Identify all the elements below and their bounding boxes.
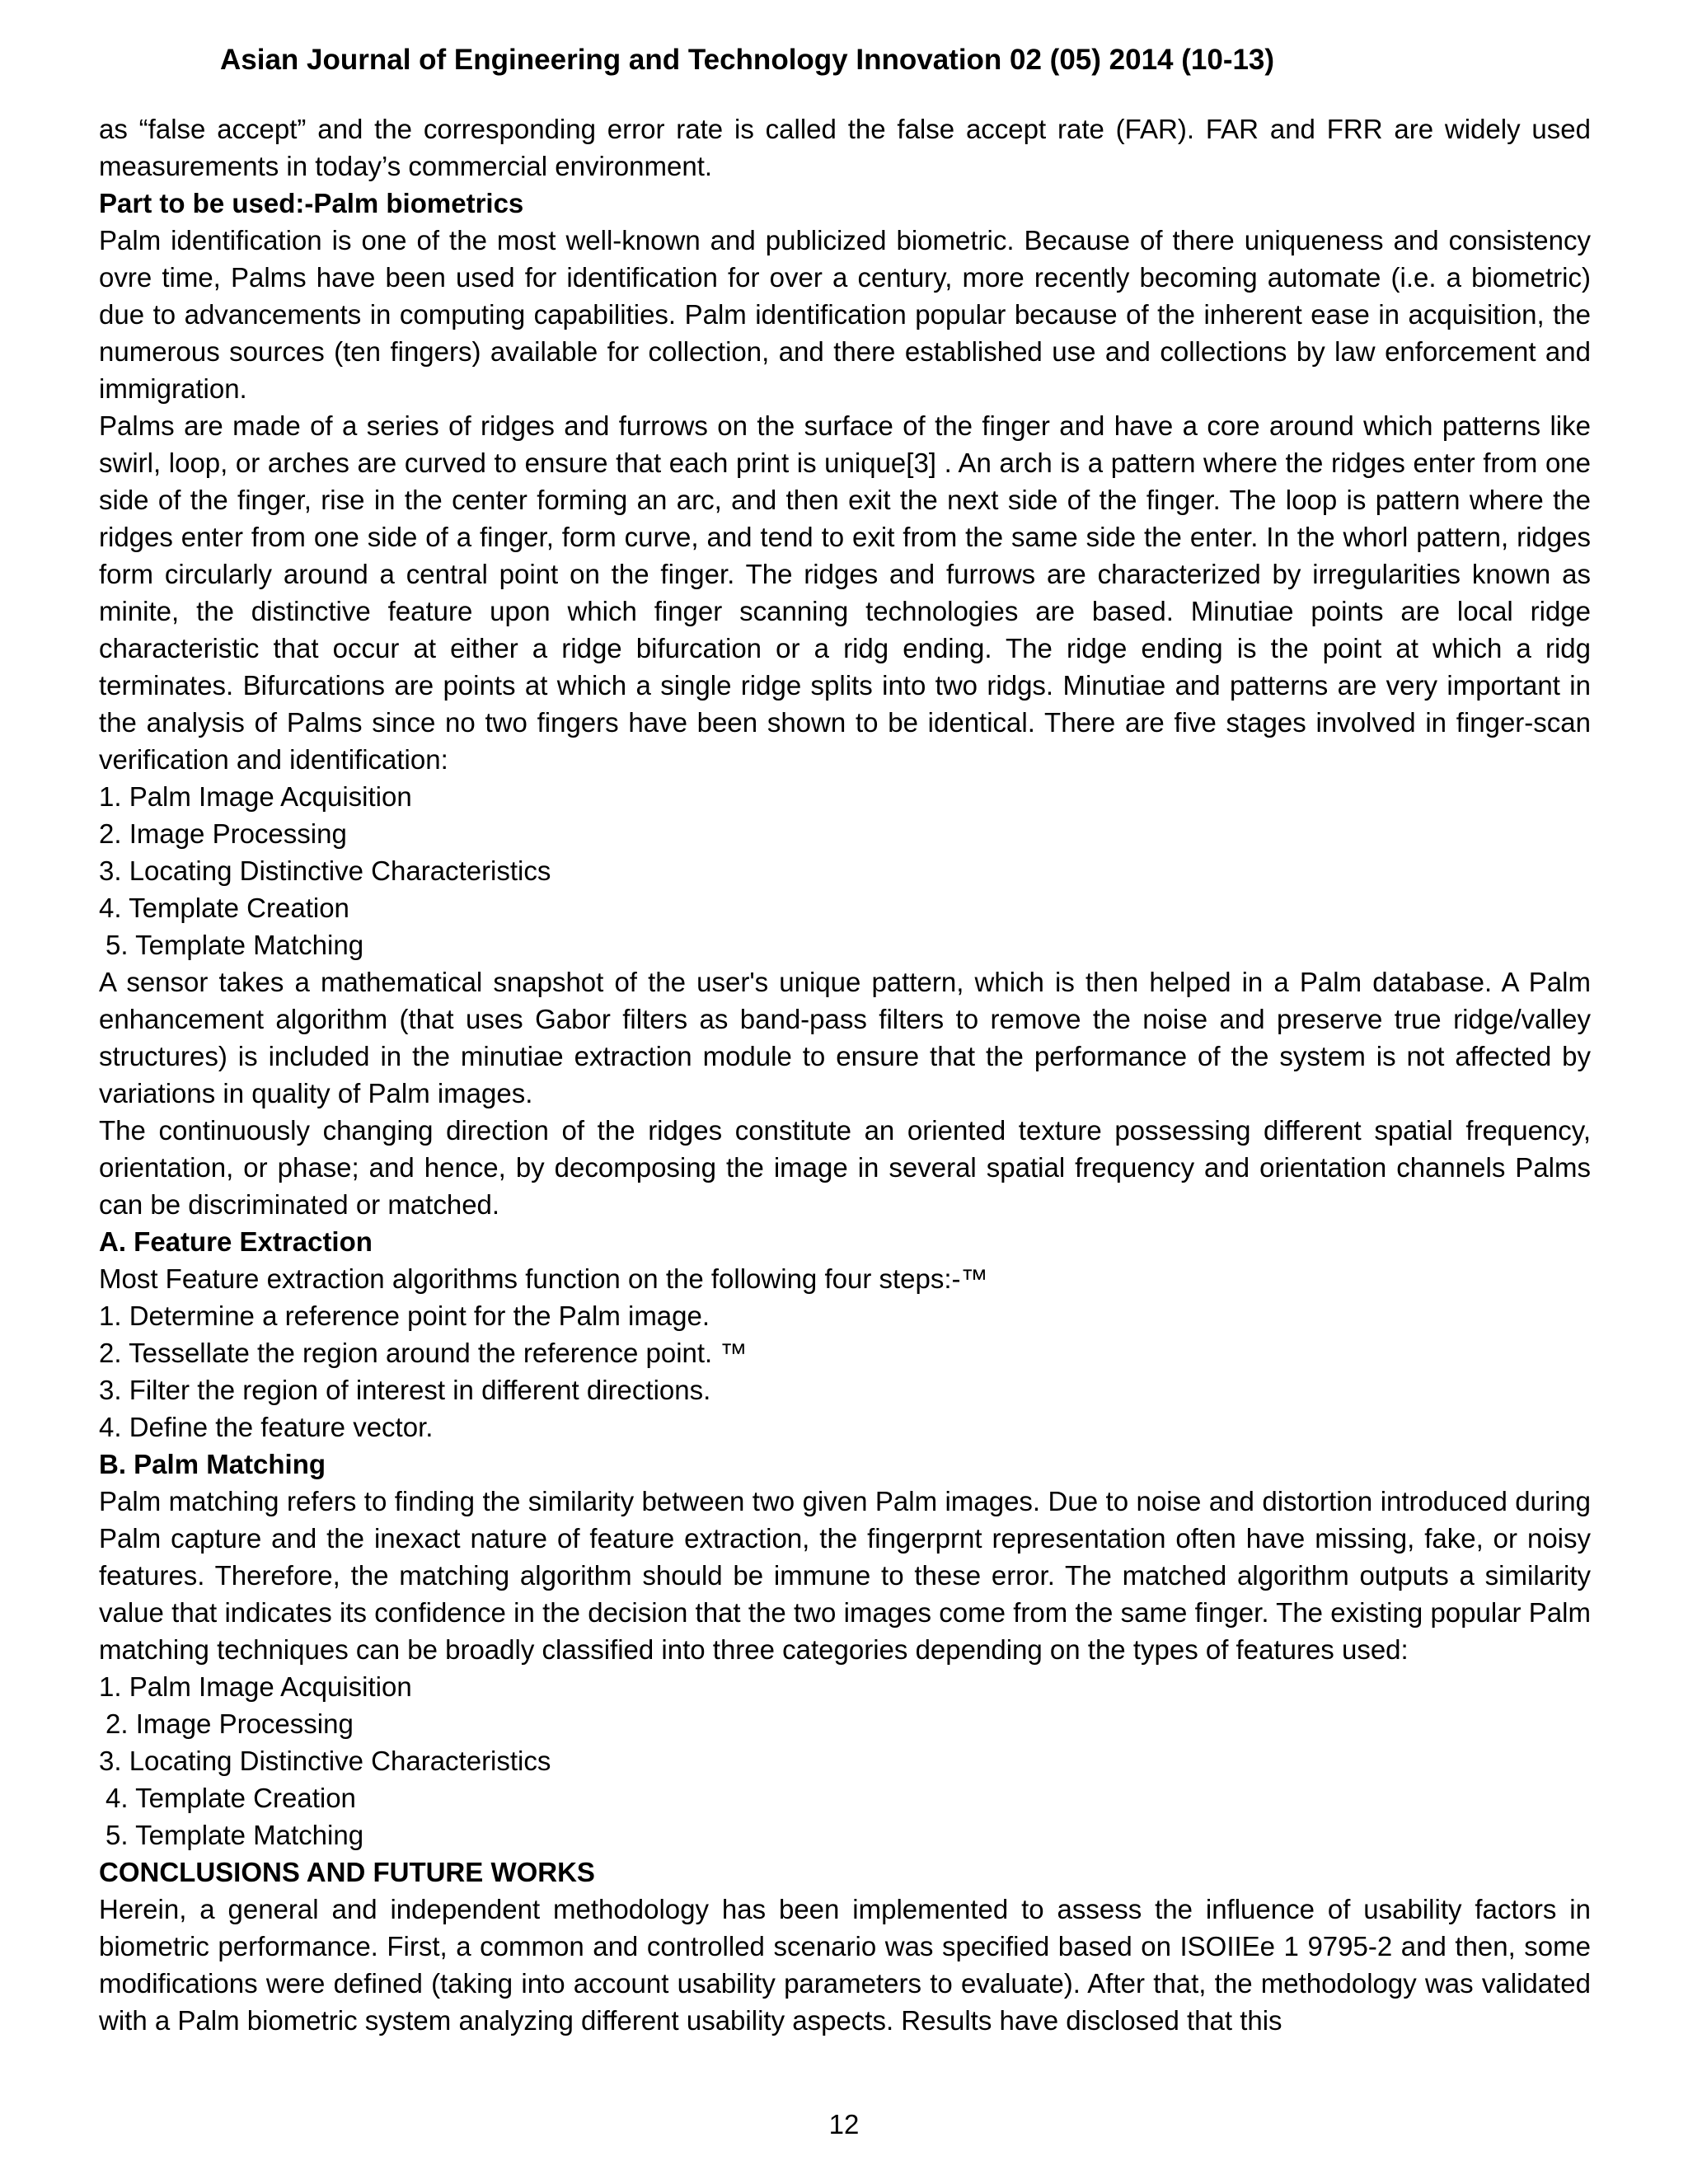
section-heading-feature-extraction: A. Feature Extraction: [99, 1226, 373, 1257]
paragraph-palm-ridges: Palms are made of a series of ridges and furrows on the surface of the finger and have a core around which patterns like swirl, loop, or arches are curved to ensure that each print is unique[3] . An arch is a pattern where the ridges enter from one side of the finger, rise in the center forming an arc, and then exit the next side of the finger. The loop is pattern where the ridges enter from one side of a finger, form curve, and tend to exit from the same side the enter. In the whorl pattern, ridges form circularly around a central point on the finger. The ridges and furrows are characterized by irregularities known as minite, the distinctive feature upon which finger scanning technologies are based. Minutiae points are local ridge characteristic that occur at either a ridge bifurcation or a ridg ending. The ridge ending is the point at which a ridg terminates. Bifurcations are points at which a single ridge splits into two ridgs. Minutiae and patterns are very important in the analysis of Palms since no two fingers have been shown to be identical. There are five stages involved in finger-scan verification and identification:: [99, 410, 1591, 775]
section-heading-conclusions: CONCLUSIONS AND FUTURE WORKS: [99, 1857, 595, 1887]
list-item: 3. Locating Distinctive Characteristics: [99, 1746, 551, 1776]
page-number: 12: [828, 2109, 860, 2139]
paragraph-texture: The continuously changing direction of the ridges constitute an oriented texture possessing different spatial frequency, orientation, or phase; and hence, by decomposing the image in several spatial frequency and orientation channels Palms can be discriminated or matched.: [99, 1115, 1591, 1220]
stages-list-1: [99, 778, 1591, 963]
list-item: 1. Palm Image Acquisition: [99, 1671, 412, 1702]
list-item: 4. Template Creation: [99, 893, 349, 923]
section-heading-palm-matching: B. Palm Matching: [99, 1449, 326, 1479]
list-item: 3. Filter the region of interest in different directions.: [99, 1375, 711, 1405]
intro-paragraph: as “false accept” and the corresponding error rate is called the false accept rate (FAR). FAR and FRR are widely used measurements in today’s commercial environment.: [99, 114, 1591, 181]
list-item: 5. Template Matching: [106, 1820, 364, 1850]
list-item: 3. Locating Distinctive Characteristics: [99, 855, 551, 886]
body-text: [99, 110, 1591, 2039]
paragraph-feature-steps-intro: Most Feature extraction algorithms function on the following four steps:-™: [99, 1263, 988, 1294]
paragraph-sensor: A sensor takes a mathematical snapshot of the user's unique pattern, which is then helped in a Palm database. A Palm enhancement algorithm (that uses Gabor filters as band-pass filters to remove the noise and preserve true ridge/valley structures) is included in the minutiae extraction module to ensure that the performance of the system is not affected by variations in quality of Palm images.: [99, 967, 1591, 1108]
list-item: 4. Define the feature vector.: [99, 1412, 434, 1442]
feature-steps-list: [99, 1297, 1591, 1446]
list-item: 2. Tessellate the region around the reference point. ™: [99, 1338, 748, 1368]
list-item: 5. Template Matching: [106, 930, 364, 960]
list-item: 1. Determine a reference point for the Palm image.: [99, 1301, 710, 1331]
list-item: 2. Image Processing: [106, 1708, 354, 1739]
list-item: 1. Palm Image Acquisition: [99, 781, 412, 812]
journal-header: Asian Journal of Engineering and Technology Innovation 02 (05) 2014 (10-13): [220, 44, 1275, 76]
list-item: 4. Template Creation: [106, 1783, 356, 1813]
paragraph-palm-matching: Palm matching refers to finding the similarity between two given Palm images. Due to noise and distortion introduced during Palm capture and the inexact nature of feature extraction, the fingerprnt representation often have missing, fake, or noisy features. Therefore, the matching algorithm should be immune to these error. The matched algorithm outputs a similarity value that indicates its confidence in the decision that the two images come from the same finger. The existing popular Palm matching techniques can be broadly classified into three categories depending on the types of features used:: [99, 1486, 1591, 1665]
stages-list-2: [99, 1668, 1591, 1854]
paragraph-conclusions: Herein, a general and independent methodology has been implemented to assess the influence of usability factors in biometric performance. First, a common and controlled scenario was specified based on ISOIIEe 1 9795-2 and then, some modifications were defined (taking into account usability parameters to evaluate). After that, the methodology was validated with a Palm biometric system analyzing different usability aspects. Results have disclosed that this: [99, 1894, 1591, 2036]
list-item: 2. Image Processing: [99, 818, 347, 849]
section-heading-part: Part to be used:-Palm biometrics: [99, 188, 524, 218]
paragraph-palm-identification: Palm identification is one of the most well-known and publicized biometric. Because of there uniqueness and consistency ovre time, Palms have been used for identification for over a century, more recently becoming automate (i.e. a biometric) due to advancements in computing capabilities. Palm identification popular because of the inherent ease in acquisition, the numerous sources (ten fingers) available for collection, and there established use and collections by law enforcement and immigration.: [99, 225, 1591, 404]
